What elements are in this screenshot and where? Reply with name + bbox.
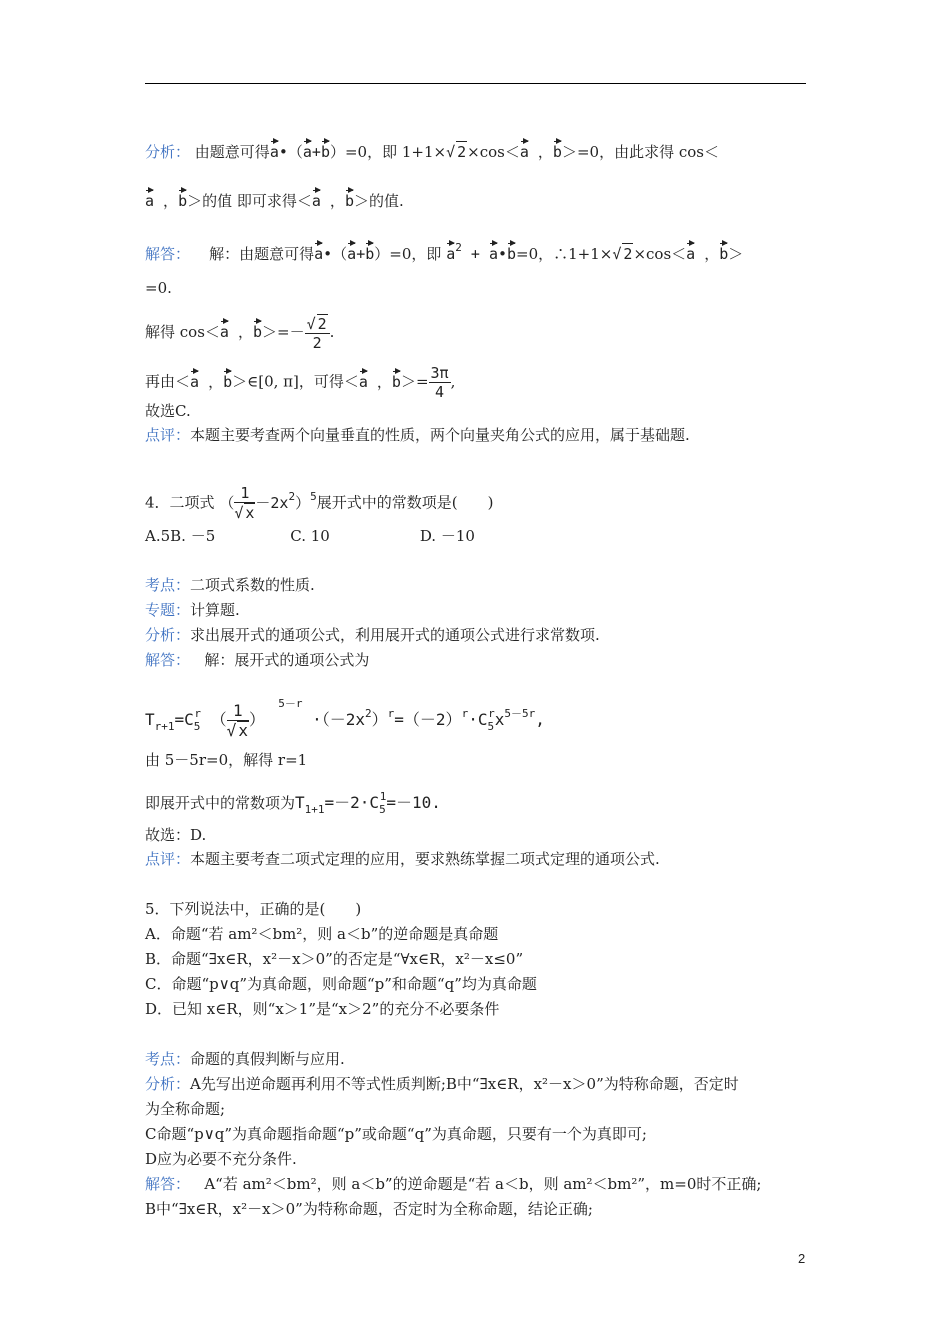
q4-stem: 4．二项式 （ $\frac{1}{√ x}$ $-2x^2)^5$展开式中的常数项是( ) (145, 484, 494, 522)
q3-analysis-line1: 分析： 由题意可得a•（a+b）=0，即 1+1×√ 2×cos＜a ，b＞=0，由此求得 cos＜ (145, 139, 719, 162)
analysis-label: 分析： (145, 143, 191, 161)
fraction-sqrt2-over-2: $\frac{√ 2}{2}$ (305, 314, 330, 352)
q4-testpoint: 考点：二项式系数的性质. (145, 576, 315, 594)
q3-analysis-line2: a ，b＞的值 即可求得＜a ，b＞的值. (145, 188, 404, 211)
solution-label: 解答： (145, 245, 191, 263)
q5-analysis-line4: D应为必要不充分条件. (145, 1150, 297, 1168)
page-number: 2 (798, 1251, 806, 1266)
vector-expression: a•（a+b） (270, 143, 345, 161)
q3-choose: 故选C. (145, 402, 191, 420)
q5-testpoint: 考点：命题的真假判断与应用. (145, 1050, 345, 1068)
q5-option-c: C．命题“p∨q”为真命题，则命题“p”和命题“q”均为真命题 (145, 975, 537, 993)
q3-comment: 点评：本题主要考查两个向量垂直的性质，两个向量夹角公式的应用，属于基础题. (145, 426, 690, 444)
q3-angle-result: 再由＜a ，b＞∈[0, π]，可得＜a ，b＞= $\frac{3\pi}{4}$ , (145, 364, 456, 401)
q4-solution: 解答： 解：展开式的通项公式为 (145, 651, 370, 669)
q4-result: 即展开式中的常数项为$T_{1+1}=-2\cdot C_5^1=-10$. (145, 790, 441, 816)
fraction-3pi-over-4: $\frac{3\pi}{4}$ (430, 364, 449, 401)
q4-topic: 专题：计算题. (145, 601, 240, 619)
q5-analysis-line3: C命题“p∨q”为真命题指命题“p”或命题“q”为真命题，只要有一个为真即可; (145, 1125, 647, 1143)
q3-solution-line2: =0. (145, 279, 172, 297)
q5-option-b: B．命题“∃x∈R，x²－x＞0”的否定是“∀x∈R，x²－x≤0” (145, 950, 524, 968)
header-rule (145, 83, 806, 84)
binomial-expression: （ $\frac{1}{√ x}$ $-2x^2)^5$ (219, 484, 317, 522)
q4-comment: 点评：本题主要考查二项式定理的应用，要求熟练掌握二项式定理的通项公式. (145, 850, 660, 868)
q4-choose: 故选：D. (145, 826, 207, 844)
q5-option-d: D．已知 x∈R，则“x＞1”是“x＞2”的充分不必要条件 (145, 1000, 500, 1018)
q4-analysis: 分析：求出展开式的通项公式，利用展开式的通项公式进行求常数项. (145, 626, 600, 644)
q3-cos-result: 解得 cos＜a ，b＞=－ $\frac{√ 2}{2}$ . (145, 315, 335, 352)
comment-label: 点评： (145, 426, 191, 444)
q5-option-a: A．命题“若 am²＜bm²，则 a＜b”的逆命题是真命题 (145, 925, 499, 943)
q5-solution-line1: 解答： A“若 am²＜bm²，则 a＜b”的逆命题是“若 a＜b，则 am²＜bm²”，m=0时不正确; (145, 1175, 762, 1193)
q5-analysis-line2: 为全称命题; (145, 1100, 226, 1118)
q4-step: 由 5－5r=0，解得 r=1 (145, 751, 308, 769)
q4-general-term: $T_{r+1}=C_5^r$ （ $\frac{1}{√ x}$ ） $^{5-r} \cdot(-2x^2)^r=(-2)^r\cdot C_5^rx^{5-5r}$, (145, 697, 545, 740)
q5-analysis-line1: 分析：A先写出逆命题再利用不等式性质判断;B中“∃x∈R，x²－x＞0”为特称命题，否定时 (145, 1075, 739, 1093)
q5-solution-line2: B中“∃x∈R，x²－x＞0”为特称命题，否定时为全称命题，结论正确; (145, 1200, 593, 1218)
q4-options: A.5B. －5 C. 10 D. －10 (145, 527, 475, 545)
q3-solution-line1: 解答： 解：由题意可得a•（a+b）=0，即 $a^2$ + a•b=0，∴1+1×√ 2×cos＜a ，b＞ (145, 241, 744, 263)
q5-stem: 5．下列说法中，正确的是( ) (145, 900, 362, 918)
